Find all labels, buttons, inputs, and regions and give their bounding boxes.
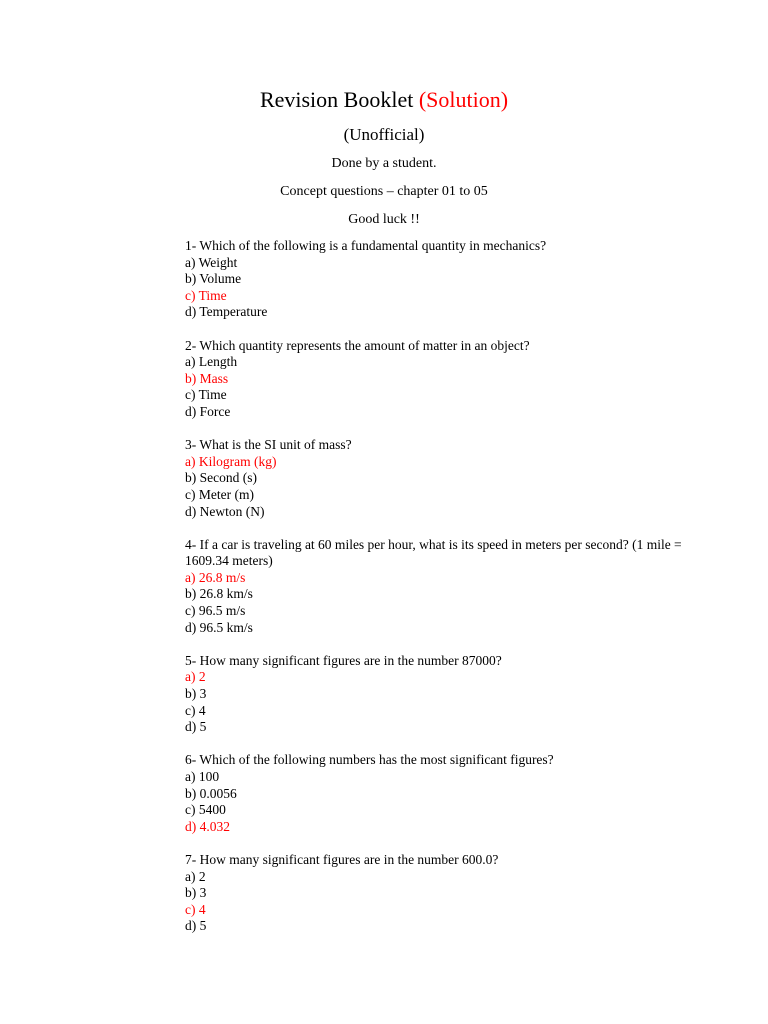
answer-option: b) 3	[185, 885, 207, 901]
question-list	[185, 238, 685, 952]
correct-answer-option: a) 2	[185, 669, 206, 685]
page-title	[0, 86, 768, 114]
answer-option: b) 26.8 km/s	[185, 586, 253, 602]
answer-option: d) Newton (N)	[185, 503, 265, 519]
answer-option: a) 2	[185, 868, 206, 884]
question-text: 3- What is the SI unit of mass?	[185, 437, 352, 453]
answer-option: b) 3	[185, 686, 207, 702]
question-block	[185, 752, 685, 835]
correct-answer-option: c) 4	[185, 901, 206, 917]
question-text: 4- If a car is traveling at 60 miles per hour, what is its speed in meters per second? (1 mile = 1609.34 meters)	[185, 536, 682, 569]
question-text: 2- Which quantity represents the amount of matter in an object?	[185, 337, 530, 353]
question-text: 5- How many significant figures are in the number 87000?	[185, 652, 502, 668]
answer-option: d) 96.5 km/s	[185, 619, 253, 635]
question-text: 7- How many significant figures are in the number 600.0?	[185, 851, 499, 867]
correct-answer-option: a) 26.8 m/s	[185, 569, 246, 585]
question-block	[185, 852, 685, 935]
answer-option: c) 5400	[185, 802, 226, 818]
page-subtitle: (Unofficial)	[343, 125, 425, 144]
answer-option: d) 5	[185, 719, 207, 735]
answer-option: b) Second (s)	[185, 470, 257, 486]
answer-option: d) Temperature	[185, 304, 268, 320]
answer-option: c) Meter (m)	[185, 486, 254, 502]
correct-answer-option: b) Mass	[185, 370, 229, 386]
answer-option: a) Weight	[185, 254, 238, 270]
title-solution-tag: (Solution)	[418, 87, 509, 112]
scope-line: Concept questions – chapter 01 to 05	[280, 184, 488, 199]
correct-answer-option: d) 4.032	[185, 818, 230, 834]
answer-option: a) 100	[185, 769, 220, 784]
answer-option: b) 0.0056	[185, 785, 237, 801]
answer-option: d) 5	[185, 918, 207, 934]
question-block	[185, 437, 685, 520]
answer-option: c) 96.5 m/s	[185, 603, 246, 619]
answer-option: d) Force	[185, 403, 231, 419]
answer-option: c) 4	[185, 702, 206, 718]
wish-line: Good luck !!	[348, 212, 420, 227]
question-block	[185, 238, 685, 321]
answer-option: b) Volume	[185, 271, 242, 287]
question-block	[185, 338, 685, 421]
question-block	[185, 653, 685, 736]
correct-answer-option: c) Time	[185, 287, 227, 303]
title-main: Revision Booklet	[259, 87, 414, 112]
answer-option: c) Time	[185, 387, 227, 403]
question-block	[185, 537, 685, 637]
question-text: 1- Which of the following is a fundamental quantity in mechanics?	[185, 238, 547, 253]
answer-option: a) Length	[185, 354, 238, 370]
author-line: Done by a student.	[331, 156, 437, 171]
question-text: 6- Which of the following numbers has the most significant figures?	[185, 752, 554, 768]
correct-answer-option: a) Kilogram (kg)	[185, 453, 277, 469]
